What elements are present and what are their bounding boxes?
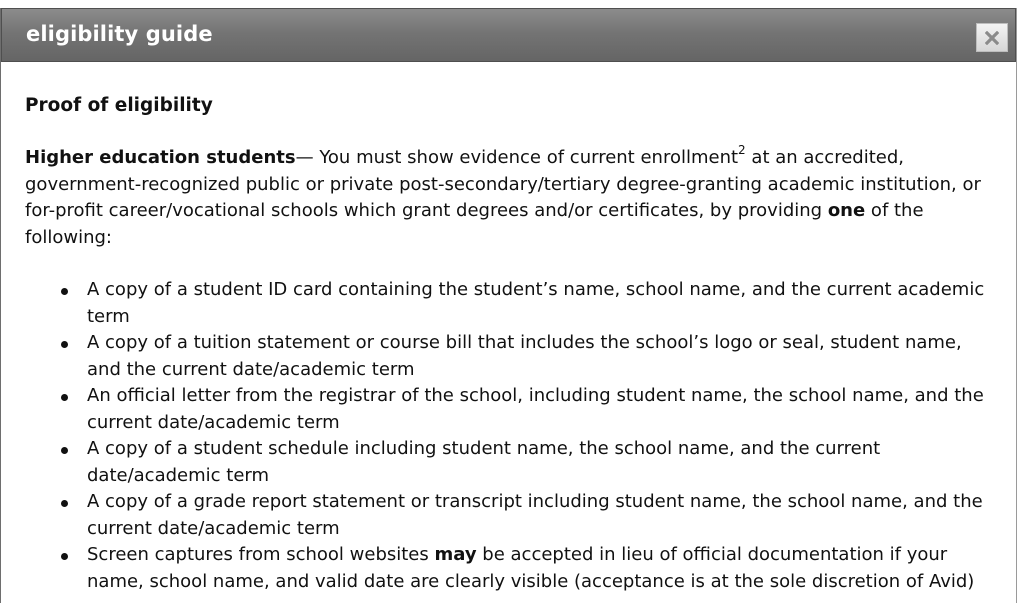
list-item — [87, 330, 1000, 383]
list-item-text: An official letter from the registrar of the school, including student name, the school name, and the current date/academic term — [87, 385, 984, 433]
requirements-list — [25, 277, 1000, 595]
list-item-text: A copy of a student ID card containing the student’s name, school name, and the current academic term — [87, 279, 985, 327]
dialog-content — [25, 93, 1000, 595]
list-item — [87, 277, 1000, 330]
list-item-text: A copy of a grade report statement or transcript including student name, the school name, and the current date/academic term — [87, 491, 983, 539]
intro-text-before-sup: — You must show evidence of current enrollment — [295, 147, 739, 168]
list-item-text: A copy of a tuition statement or course bill that includes the school’s logo or seal, student name, and the current date/academic term — [87, 332, 962, 380]
eligibility-guide-dialog — [0, 8, 1017, 603]
list-item — [87, 436, 1000, 489]
list-item-text: A copy of a student schedule including student name, the school name, and the current date/academic term — [87, 438, 881, 486]
list-item — [87, 383, 1000, 436]
footnote-reference[interactable]: 2 — [738, 143, 746, 157]
list-item — [87, 489, 1000, 542]
intro-paragraph — [25, 145, 1000, 251]
intro-text-after-sup: at an accredited, government-recognized public or private post-secondary/tertiary degree-granting academic institution, or for-profit career/vocational schools which grant degrees and/or certificates, by providing — [25, 147, 981, 221]
intro-emphasis: one — [827, 200, 866, 221]
background-page-edge — [1017, 0, 1024, 603]
bullet-icon — [61, 447, 68, 454]
list-item-emphasis: may — [434, 544, 477, 565]
bullet-icon — [61, 394, 68, 401]
dialog-title: eligibility guide — [26, 22, 213, 46]
list-item — [87, 542, 1000, 595]
list-item-text: Screen captures from school websites — [87, 544, 435, 565]
intro-text-end: of the following: — [25, 200, 924, 248]
intro-lead: Higher education students — [25, 147, 296, 168]
bullet-icon — [61, 341, 68, 348]
dialog-title-bar[interactable] — [1, 8, 1016, 62]
bullet-icon — [61, 553, 68, 560]
close-icon — [985, 31, 999, 45]
section-heading: Proof of eligibility — [25, 95, 213, 116]
bullet-icon — [61, 288, 68, 295]
bullet-icon — [61, 500, 68, 507]
close-button[interactable] — [976, 23, 1008, 52]
list-item-text-after: be accepted in lieu of official documentation if your name, school name, and valid date are clearly visible (acceptance is at the sole discretion of Avid) — [87, 544, 975, 592]
